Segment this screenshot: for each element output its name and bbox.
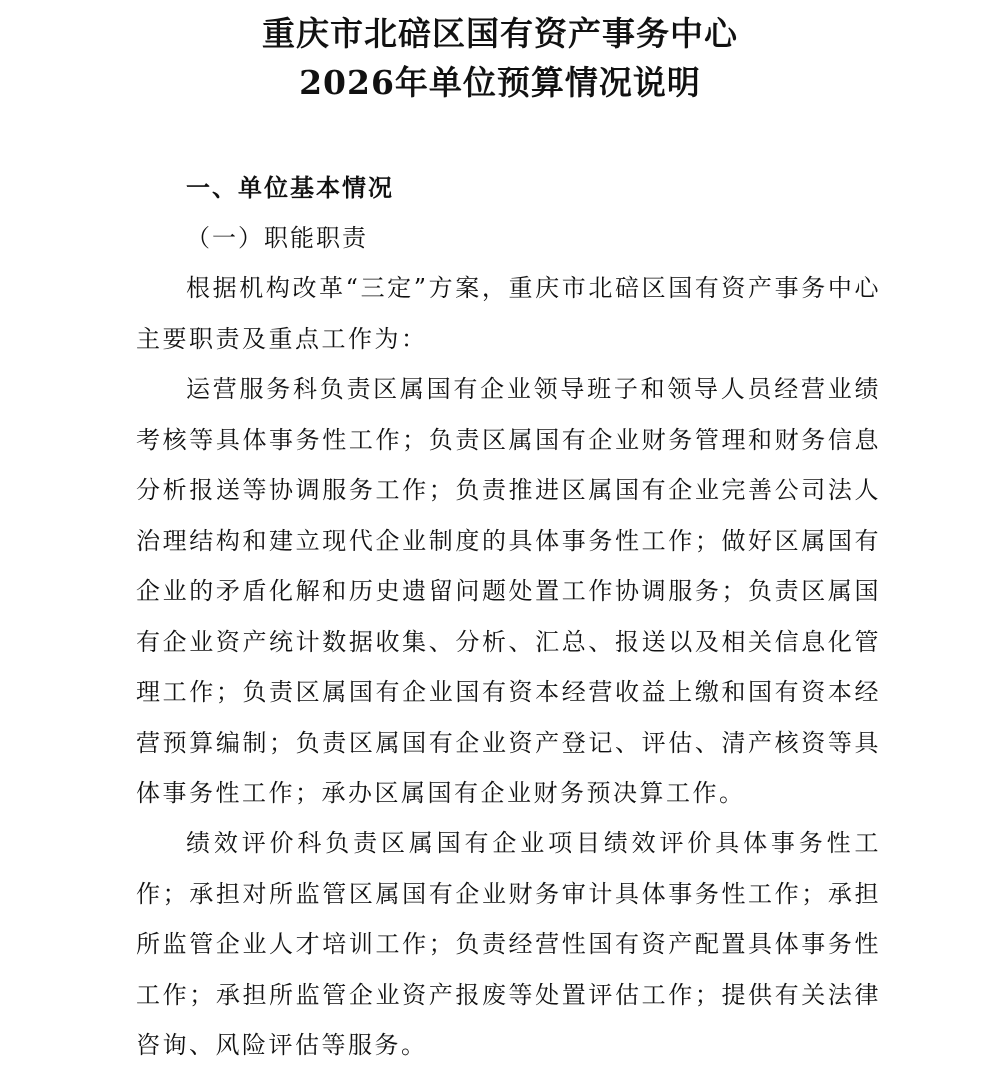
paragraph-operations-department: 运营服务科负责区属国有企业领导班子和领导人员经营业绩考核等具体事务性工作；负责区属国有企业财务管理和财务信息分析报送等协调服务工作；负责推进区属国有企业完善公司法人治理结构和建立现代企业制度的具体事务性工作；做好区属国有企业的矛盾化解和历史遗留问题处置工作协调服务；负责区属国有企业资产统计数据收集、分析、汇总、报送以及相关信息化管理工作；负责区属国有企业国有资本经营收益上缴和国有资本经营预算编制；负责区属国有企业资产登记、评估、清产核资等具体事务性工作；承办区属国有企业财务预决算工作。 <box>136 375 881 807</box>
subsection-heading: （一）职能职责 <box>186 224 368 252</box>
document-title-line2: 2026年单位预算情况说明 <box>299 63 701 102</box>
paragraph-performance-evaluation-department: 绩效评价科负责区属国有企业项目绩效评价具体事务性工作；承担对所监管区属国有企业财务审计具体事务性工作；承担所监管企业人才培训工作；负责经营性国有资产配置具体事务性工作；承担所监管企业资产报废等处置评估工作；提供有关法律咨询、风险评估等服务。 <box>136 829 881 1059</box>
section-heading: 一、单位基本情况 <box>186 173 394 202</box>
document-title-line1: 重庆市北碚区国有资产事务中心 <box>262 14 738 53</box>
paragraph-intro: 根据机构改革“三定”方案，重庆市北碚区国有资产事务中心主要职责及重点工作为： <box>136 274 881 353</box>
